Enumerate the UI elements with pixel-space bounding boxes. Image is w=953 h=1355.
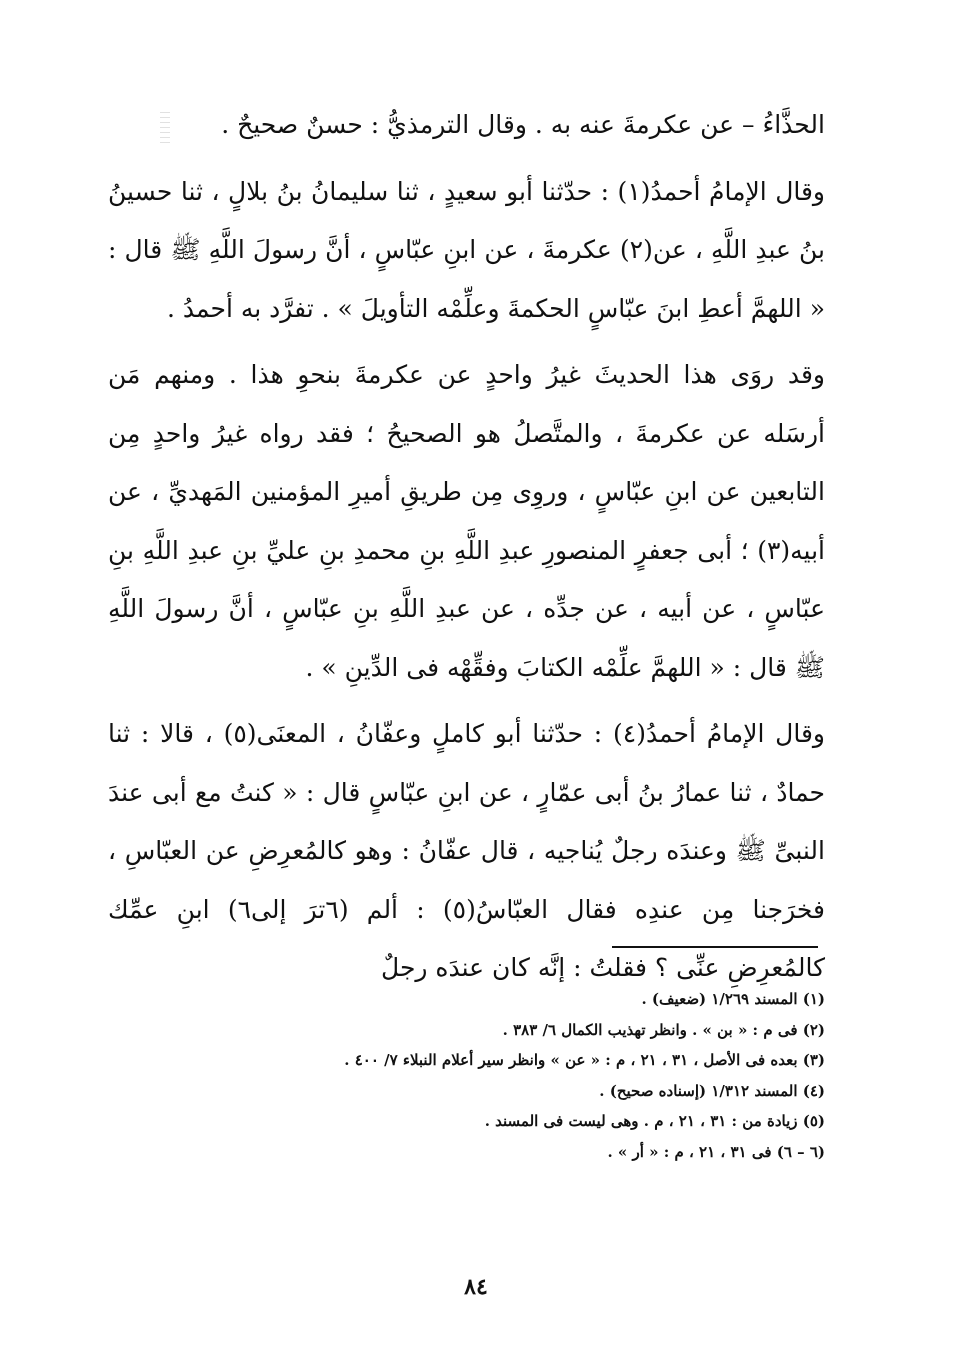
footnote-separator bbox=[612, 946, 818, 948]
footnote-5: (٥) زيادة من : ٣١ ، ٢١ ، م . وهى ليست فى المسند . bbox=[484, 1112, 825, 1130]
paragraph-4: وقال الإمامُ أحمدُ(٤) : حدّثنا أبو كاملٍ وعفّانُ ، المعنَى(٥) ، قالا : ثنا حمادٌ ، ثنا عمارُ بنُ أبى عمّارٍ ، عن ابنِ عبّاسٍ قال : « كنتُ مع أبى عندَ النبىِّ ﷺ وعندَه رجلٌ يُناجيه ، قال عفّانُ : وهو كالمُعرِضِ عن العبّاسِ ، فخرَجنا مِن عندِه فقال العبّاسُ(٥) : ألم (٦ترَ إلى٦) ابنِ عمِّك كالمُعرِضِ عنِّى ؟ فقلتُ : إنَّه كان عندَه رجلٌ bbox=[108, 719, 825, 982]
paragraph-2: وقال الإمامُ أحمدُ(١) : حدّثنا أبو سعيدٍ ، ثنا سليمانُ بنُ بلالٍ ، ثنا حسينُ بنُ عبدِ اللَّهِ ، عن(٢) عكرمةَ ، عن ابنِ عبّاسٍ ، أنَّ رسولَ اللَّهِ ﷺ قال : « اللهمَّ أعطِ ابنَ عبّاسٍ الحكمةَ وعلِّمْه التأويلَ » . تفرَّد به أحمدُ . bbox=[108, 176, 826, 323]
main-text bbox=[108, 96, 825, 998]
paragraph-1: الحذَّاءُ – عن عكرمةَ عنه به . وقال الترمذيُّ : حسنٌ صحيحٌ . bbox=[221, 110, 825, 139]
footnote-2: (٢) فى م : « بن » . وانظر تهذيب الكمال ٦/ ٣٨٣ . bbox=[502, 1020, 825, 1039]
footnote-4: (٤) المسند ١/٣١٢ (إسناده صحيح) . bbox=[599, 1081, 825, 1100]
footnotes bbox=[200, 984, 825, 1167]
paragraph-3: وقد روَى هذا الحديثَ غيرُ واحدٍ عن عكرمةَ بنحوِ هذا . ومنهم مَن أرسَله عن عكرمةَ ، والمتَّصلُ هو الصحيحُ ؛ فقد رواه غيرُ واحدٍ مِن التابعين عن ابنِ عبّاسٍ ، وروِى مِن طريقِ أميرِ المؤمنين المَهديِّ ، عن أبيه(٣) ؛ أبى جعفرٍ المنصورِ عبدِ اللَّهِ بنِ محمدِ بنِ عليِّ بنِ عبدِ اللَّهِ بنِ عبّاسٍ ، عن أبيه ، عن جدِّه ، عن عبدِ اللَّهِ بنِ عبّاسٍ ، أنَّ رسولَ اللَّهِ ﷺ قال : « اللهمَّ علِّمْه الكتابَ وفقِّهْه فى الدِّينِ » . bbox=[108, 360, 825, 682]
footnote-3: (٣) بعده فى الأصل ، ٣١ ، ٢١ ، م : « عن » وانظر سير أعلام النبلاء ٧/ ٤٠٠ . bbox=[344, 1051, 825, 1069]
page-number: ٨٤ bbox=[464, 1274, 488, 1300]
footnote-1: (١) المسند ١/٢٦٩ (ضعيف) . bbox=[641, 990, 825, 1008]
footnote-6: (٦ – ٦) فى ٣١ ، ٢١ ، م : « أر » . bbox=[607, 1142, 825, 1161]
